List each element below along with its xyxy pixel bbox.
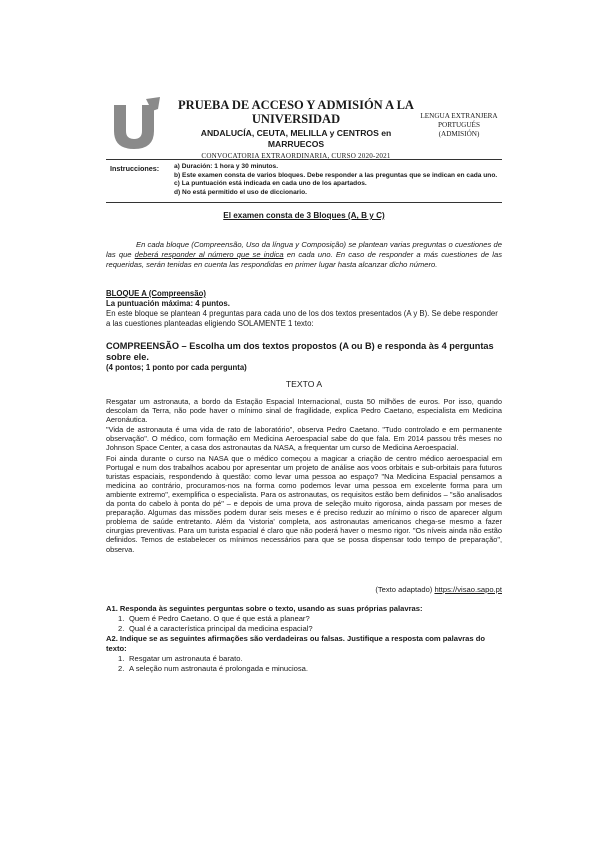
intro-part-3: en cada uno. En caso de responder a más cuestiones de las requeridas, serán tenidas en cuenta las respondidas en primer lugar hasta alcanzar dicho número. — [106, 250, 502, 269]
a1-item-text: Quem é Pedro Caetano. O que é que está a planear? — [129, 614, 310, 623]
header-title-block — [178, 98, 414, 160]
intro-part-2: deberá responder al número que se indica — [134, 250, 284, 259]
exam-structure-heading: El examen consta de 3 Bloques (A, B y C) — [223, 211, 385, 220]
exam-subtitle: ANDALUCÍA, CEUTA, MELILLA y CENTROS en MARRUECOS — [200, 128, 392, 149]
questions-section — [106, 604, 502, 674]
instructions-list — [174, 163, 497, 197]
exam-title: PRUEBA DE ACCESO Y ADMISIÓN A LA UNIVERSIDAD — [178, 98, 414, 126]
a2-item-number: 2. — [118, 664, 125, 673]
instruction-item: c) La puntuación está indicada en cada uno de los apartados. — [174, 180, 367, 188]
text-source — [106, 585, 502, 594]
a2-item-number: 1. — [118, 654, 125, 663]
instructions-label: Instrucciones: — [110, 164, 160, 173]
compreensao-instructions — [106, 341, 502, 373]
convocatoria: CONVOCATORIA EXTRAORDINARIA, CURSO 2020-2021 — [201, 152, 391, 160]
source-link[interactable]: https://visao.sapo.pt — [434, 585, 502, 594]
a2-item — [118, 664, 502, 674]
a1-item-number: 2. — [118, 624, 125, 633]
university-logo-icon — [112, 97, 162, 149]
subject-line-1: LENGUA EXTRANJERA — [420, 112, 498, 120]
a1-item-number: 1. — [118, 614, 125, 623]
text-paragraph: Resgatar um astronauta, a bordo da Estação Espacial Internacional, custa 50 milhões de euros. Por isso, quando descolam da Terra, não pode haver o mínimo sinal de fragilidade, explica Pedro Caetano, especialista em Medicina Aeronáutica. — [106, 397, 502, 425]
block-a-heading: BLOQUE A (Compreensão) — [106, 289, 206, 298]
a2-item-text: A seleção num astronauta é prolongada e minuciosa. — [129, 664, 308, 673]
a1-item — [118, 624, 502, 634]
texto-body — [106, 397, 502, 555]
texto-title: TEXTO A — [285, 379, 323, 389]
subject-block — [416, 112, 502, 139]
a2-heading: A2. Indique se as seguintes afirmações são verdadeiras ou falsas. Justifique a resposta com palavras do texto: — [106, 634, 485, 653]
a1-heading: A1. Responda às seguintes perguntas sobre o texto, usando as suas próprias palavras: — [106, 604, 423, 613]
a1-item-text: Qual é a característica principal da medicina espacial? — [129, 624, 313, 633]
instruction-item: b) Este examen consta de varios bloques. Debe responder a las preguntas que se indican en cada uno. — [174, 171, 498, 179]
a1-list — [106, 614, 502, 634]
a2-list — [106, 654, 502, 674]
subject-line-2: PORTUGUÉS — [438, 121, 480, 129]
compreensao-line-1: COMPREENSÃO – Escolha um dos textos propostos (A ou B) e responda às 4 perguntas sobre ele. — [106, 341, 494, 362]
block-a — [106, 289, 502, 329]
source-label: (Texto adaptado) — [375, 585, 433, 594]
intro-paragraph — [106, 240, 502, 270]
block-a-description: En este bloque se plantean 4 preguntas para cada uno de los dos textos presentados (A y B). Se debe responder a las cuestiones planteadas eligiendo SOLAMENTE 1 texto: — [106, 309, 498, 328]
text-paragraph: "Vida de astronauta é uma vida de rato de laboratório", observa Pedro Caetano. "Tudo controlado e em permanente observação". O médico, com formação em Medicina Aeroespacial sabe do que fala. Em 2014 passou três meses no Johnson Space Center, a casa dos astronautas da NASA, a frequentar um curso de Medicina Aeroespacial. — [106, 425, 502, 453]
a2-item-text: Resgatar um astronauta é barato. — [129, 654, 243, 663]
intro-part-1: En cada bloque (Compreensão, Uso da língua y Composição) se plantean varias preguntas o cuestiones de las que — [106, 240, 502, 259]
a2-item — [118, 654, 502, 664]
compreensao-line-2: (4 pontos; 1 ponto por cada pergunta) — [106, 363, 247, 372]
text-paragraph: Foi ainda durante o curso na NASA que o médico começou a magicar a criação de centro médico aeroespacial em Portugal e num dos trabalhos acabou por apresentar um projeto de análise aos voos orbitais e sub-orbitais para futuros turistas espaciais, respondendo à questão: como levar uma pessoa ao espaço? "Na Medicina Espacial pensamos a medicina ao contrário, procuramos-nos na forma como podemos levar uma pessoa em excelente forma para um ambiente extremo", exemplifica o especialista. Para os astronautas, os requisitos estão bem definidos – "são analisados da ponta do cabelo à ponta do pé" – e depois de uma prova de seleção muito rigorosa, ainda passam por meses de preparação. Algumas das missões podem durar seis meses e é preciso reduzir ao mínimo o risco de aparecer algum problema de saúde entretanto. Além da 'vistoria' completa, aos astronautas americanos chega-se mesmo a fazer cirurgias preventivas. Para um turista espacial é claro que não poderá haver o mesmo rigor. "Os níveis ainda não estão definidos. Temos de estabelecer os mínimos necessários para que se possa dispensar todo tempo de preparação", observa. — [106, 453, 502, 554]
subject-line-3: (ADMISIÓN) — [438, 130, 480, 138]
a1-item — [118, 614, 502, 624]
instruction-item: a) Duración: 1 hora y 30 minutos. — [174, 163, 279, 170]
instructions-box — [106, 159, 502, 203]
instruction-item: d) No está permitido el uso de diccionario. — [174, 188, 307, 196]
block-a-max-score: La puntuación máxima: 4 puntos. — [106, 299, 230, 308]
